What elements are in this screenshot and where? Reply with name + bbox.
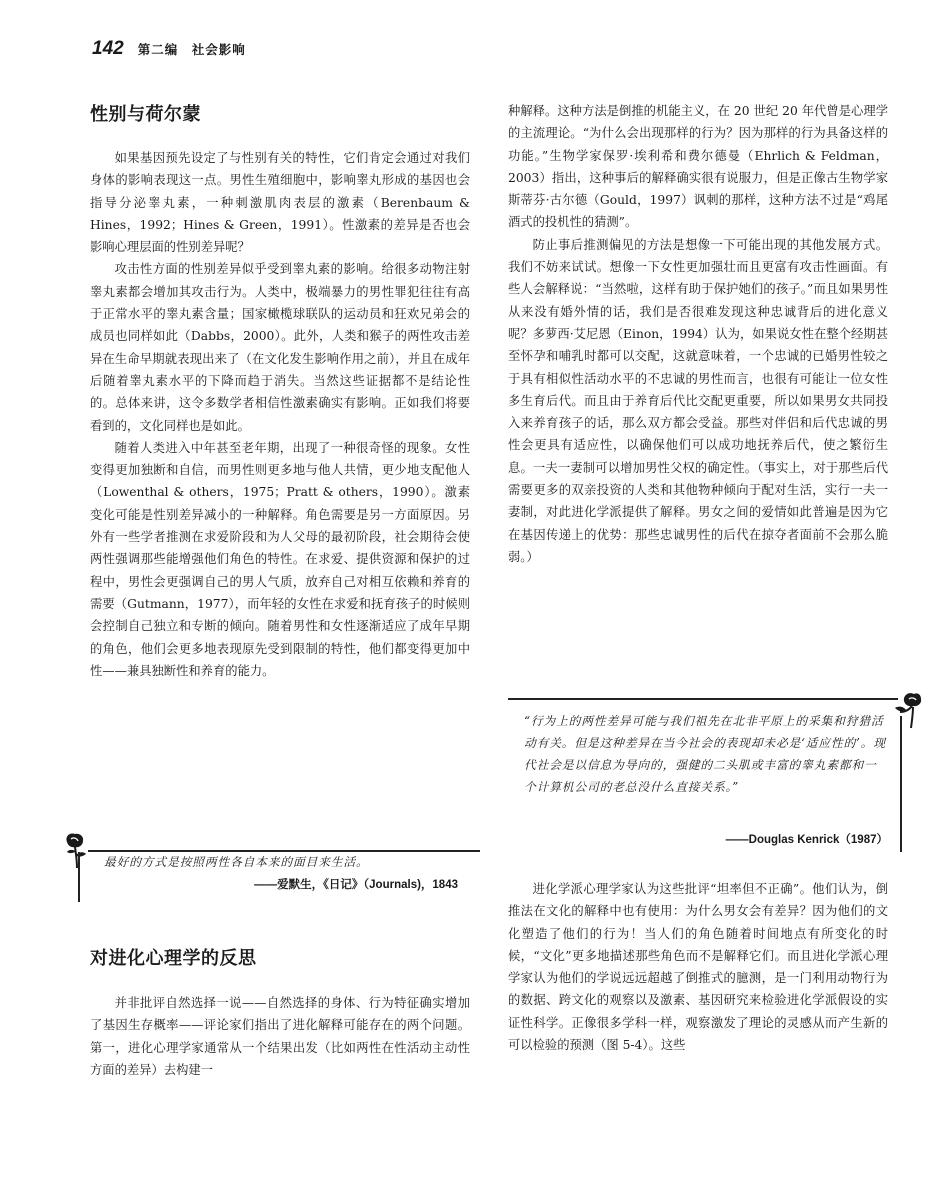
paragraph: 攻击性方面的性别差异似乎受到睾丸素的影响。给很多动物注射睾丸素都会增加其攻击行为。人类中，极端暴力的男性罪犯往往有高于正常水平的睾丸素含量；国家橄榄球联队的运动员和狂欢兄弟会的成员也同样如此（Dabbs，2000）。此外，人类和猴子的两性攻击差异在生命早期就表现出来了（在文化发生影响作用之前），并且在成年后随着睾丸素水平的下降而趋于消失。当然这些证据都不是结论性的。总体来讲，这令多数学者相信性激素确实有影响。正如我们将要看到的，文化同样也是如此。 [90,262,470,433]
rose-icon [62,830,88,870]
left-column [90,100,470,682]
section-heading-reflection: 对进化心理学的反思 [90,948,257,969]
quote-bar [78,852,80,902]
quote-text: “行为上的两性差异可能与我们祖先在北非平原上的采集和狩猎活动有关。但是这种差异在当今社会的表现却未必是‘适应性的’。现代社会是以信息为导向的，强健的二头肌或丰富的睾丸素都和一个计算机公司的老总没什么直接关系。” [524,714,886,794]
paragraph: 进化学派心理学家认为这些批评“坦率但不正确”。他们认为，倒推法在文化的解释中也有使用：为什么男女会有差异？因为他们的文化塑造了他们的行为！当人们的角色随着时间地点有所变化的时候，“文化”更多地描述那些角色而不是解释它们。而且进化学派心理学家认为他们的学说远远超越了倒推式的臆测，是一门利用动物行为的数据、跨文化的观察以及激素、基因研究来检验进化学派假设的实证性科学。正像很多学科一样，观察激发了理论的灵感从而产生新的可以检验的预测（图 5-4）。这些 [508,882,888,1053]
left-column-lower [90,944,470,1081]
right-column-lower [508,878,888,1056]
margin-quote-emerson [62,830,482,906]
margin-quote-kenrick [508,690,928,858]
paragraph: 如果基因预先设定了与性别有关的特性，它们肯定会通过对我们身体的影响表现这一点。男性生殖细胞中，影响睾丸形成的基因也会指导分泌睾丸素，一种刺激肌肉表层的激素（Berenbaum & Hines，1992；Hines & Green，1991）。性激素的差异是否也会影响心理层面的性别差异呢？ [90,151,470,255]
page-header [92,38,246,62]
section-heading-gender-hormones: 性别与荷尔蒙 [90,104,201,125]
paragraph: 种解释。这种方法是倒推的机能主义，在 20 世纪 20 年代曾是心理学的主流理论。“为什么会出现那样的行为？因为那样的行为具备这样的功能。”生物学家保罗·埃利希和费尔德曼（Ehrlich & Feldman，2003）指出，这种事后的解释确实很有说服力，但是正像古生物学家斯蒂芬·古尔德（Gould，1997）讽刺的那样，这种方法不过是“鸡尾酒式的投机性的猜测”。 [508,104,888,230]
quote-text: 最好的方式是按照两性各自本来的面目来生活。 [104,855,369,869]
quote-rule [508,698,898,700]
running-head: 第二编 社会影响 [137,42,246,57]
quote-bar [900,716,902,852]
right-column [508,100,888,568]
page-number: 142 [92,38,124,59]
quote-source: ——Douglas Kenrick（1987） [725,834,888,846]
paragraph: 并非批评自然选择一说——自然选择的身体、行为特征确实增加了基因生存概率——评论家们指出了进化解释可能存在的两个问题。第一，进化心理学家通常从一个结果出发（比如两性在性活动主动性方面的差异）去构建一 [90,996,470,1077]
paragraph: 防止事后推测偏见的方法是想像一下可能出现的其他发展方式。我们不妨来试试。想像一下女性更加强壮而且更富有攻击性画面。有些人会解释说：“当然啦，这样有助于保护她们的孩子。”而且如果男性从来没有婚外情的话，我们是否很难发现这种忠诚背后的进化意义呢？多萝西·艾尼恩（Einon，1994）认为，如果说女性在整个经期甚至怀孕和哺乳时都可以交配，这就意味着，一个忠诚的已婚男性较之于具有相似性活动水平的不忠诚的男性而言，也很有可能让一位女性多生育后代。而且由于养育后代比交配更重要，所以如果男女共同投入来养育孩子的话，那么双方都会受益。那些对伴侣和后代忠诚的男性会更具有适应性，以确保他们可以成功地抚养后代，使之繁衍生息。一夫一妻制可以增加男性父权的确定性。（事实上，对于那些后代需要更多的双亲投资的人类和其他物种倾向于配对生活，实行一夫一妻制，对此进化学派提供了解释。男女之间的爱情如此普遍是因为它在基因传递上的优势：那些忠诚男性的后代在掠夺者面前不会那么脆弱。） [508,237,888,564]
paragraph: 随着人类进入中年甚至老年期，出现了一种很奇怪的现象。女性变得更加独断和自信，而男性则更多地与他人共情，更少地支配他人（Lowenthal & others，1975；Pratt & others，1990）。激素变化可能是性别差异减小的一种解释。角色需要是另一方面原因。另外有一些学者推测在求爱阶段和为人父母的最初阶段，社会期待会使两性强调那些能增强他们角色的特性。在求爱、提供资源和保护的过程中，男性会更强调自己的男人气质，放弃自己对相互依赖和养育的需要（Gutmann，1977），而年轻的女性在求爱和抚育孩子的时候则会控制自己独立和专断的倾向。随着男性和女性逐渐适应了成年早期的角色，他们会更多地表现原先受到限制的特性，他们都变得更加中性——兼具独断性和养育的能力。 [90,440,470,678]
quote-source: ——爱默生，《日记》（Journals)，1843 [254,879,458,891]
